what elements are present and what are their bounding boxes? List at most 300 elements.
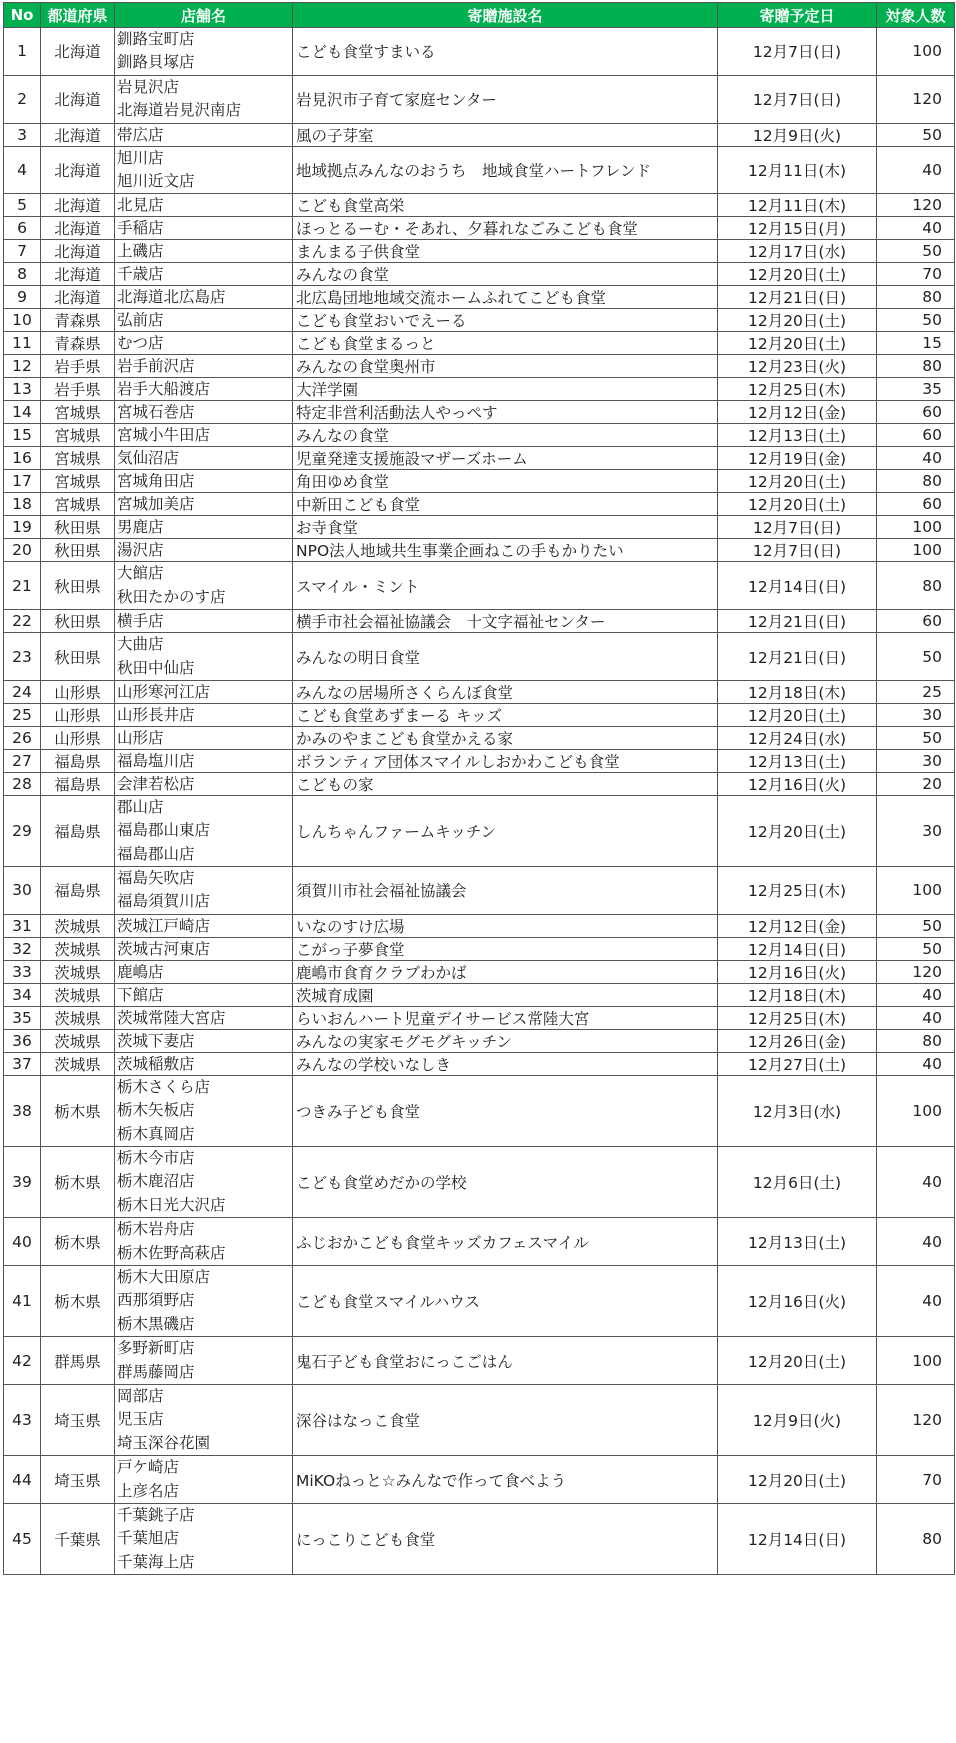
cell-no: 11 — [4, 332, 41, 355]
store-name: 秋田たかのす店 — [117, 587, 226, 606]
cell-facility-name: みんなの居場所さくらんぼ食堂 — [293, 680, 718, 703]
cell-prefecture: 秋田県 — [41, 539, 115, 562]
cell-no: 19 — [4, 516, 41, 539]
cell-store-name — [115, 749, 293, 772]
cell-facility-name: 横手市社会福祉協議会 十文字福祉センター — [293, 610, 718, 633]
cell-target-count: 15 — [877, 332, 955, 355]
table-body — [4, 28, 955, 1575]
cell-no: 25 — [4, 703, 41, 726]
cell-store-name — [115, 914, 293, 937]
table-row — [4, 401, 955, 424]
cell-prefecture: 茨城県 — [41, 914, 115, 937]
table-row — [4, 378, 955, 401]
cell-prefecture: 北海道 — [41, 123, 115, 146]
store-name: 宮城石巻店 — [117, 403, 195, 422]
cell-store-name — [115, 470, 293, 493]
cell-prefecture: 福島県 — [41, 749, 115, 772]
cell-facility-name: 鹿嶋市食育クラブわかば — [293, 960, 718, 983]
cell-target-count: 30 — [877, 749, 955, 772]
table-row — [4, 1384, 955, 1455]
cell-store-name — [115, 217, 293, 240]
cell-facility-name: こどもの家 — [293, 772, 718, 795]
cell-prefecture: 宮城県 — [41, 493, 115, 516]
cell-prefecture: 栃木県 — [41, 1265, 115, 1336]
cell-target-count: 60 — [877, 401, 955, 424]
cell-store-name — [115, 1384, 293, 1455]
table-row — [4, 424, 955, 447]
cell-store-name — [115, 424, 293, 447]
cell-store-name — [115, 1075, 293, 1146]
store-name: 上彦名店 — [117, 1481, 180, 1500]
cell-prefecture: 青森県 — [41, 309, 115, 332]
table-row — [4, 355, 955, 378]
cell-facility-name: 茨城育成園 — [293, 983, 718, 1006]
cell-facility-name: しんちゃんファームキッチン — [293, 795, 718, 866]
cell-target-count: 70 — [877, 263, 955, 286]
cell-target-count: 80 — [877, 1029, 955, 1052]
cell-no: 15 — [4, 424, 41, 447]
cell-prefecture: 岩手県 — [41, 378, 115, 401]
cell-store-name — [115, 355, 293, 378]
cell-facility-name: こども食堂あずまーる キッズ — [293, 703, 718, 726]
cell-store-name — [115, 286, 293, 309]
store-name: 茨城常陸大宮店 — [117, 1008, 226, 1027]
cell-facility-name: ボランティア団体スマイルしおかわこども食堂 — [293, 749, 718, 772]
store-name: 福島矢吹店 — [117, 869, 195, 888]
cell-no: 1 — [4, 28, 41, 76]
cell-store-name — [115, 516, 293, 539]
cell-donation-date: 12月25日(木) — [718, 1006, 877, 1029]
cell-facility-name: こども食堂スマイルハウス — [293, 1265, 718, 1336]
store-name: 茨城下妻店 — [117, 1031, 195, 1050]
cell-prefecture: 宮城県 — [41, 447, 115, 470]
table-row — [4, 983, 955, 1006]
cell-store-name — [115, 332, 293, 355]
cell-donation-date: 12月12日(金) — [718, 914, 877, 937]
store-name: 千葉旭店 — [117, 1529, 180, 1548]
table-row — [4, 146, 955, 194]
store-name: 福島郡山東店 — [117, 821, 211, 840]
cell-target-count: 50 — [877, 240, 955, 263]
cell-no: 42 — [4, 1337, 41, 1385]
cell-donation-date: 12月9日(火) — [718, 1384, 877, 1455]
cell-prefecture: 千葉県 — [41, 1503, 115, 1574]
store-name: 埼玉深谷花園 — [117, 1433, 211, 1452]
cell-facility-name: 岩見沢市子育て家庭センター — [293, 75, 718, 123]
store-name: 岡部店 — [117, 1386, 164, 1405]
cell-donation-date: 12月7日(日) — [718, 28, 877, 76]
cell-prefecture: 北海道 — [41, 263, 115, 286]
store-name: 栃木佐野高萩店 — [117, 1243, 226, 1262]
store-name: 福島郡山店 — [117, 844, 195, 863]
cell-store-name — [115, 1218, 293, 1266]
cell-donation-date: 12月20日(土) — [718, 1337, 877, 1385]
table-row — [4, 1265, 955, 1336]
cell-target-count: 30 — [877, 703, 955, 726]
store-name: 茨城稲敷店 — [117, 1054, 195, 1073]
cell-prefecture: 北海道 — [41, 194, 115, 217]
store-name: 栃木今市店 — [117, 1149, 195, 1168]
cell-prefecture: 山形県 — [41, 680, 115, 703]
store-name: 釧路宝町店 — [117, 30, 195, 48]
cell-facility-name: 風の子芽室 — [293, 123, 718, 146]
cell-store-name — [115, 1052, 293, 1075]
cell-donation-date: 12月14日(日) — [718, 1503, 877, 1574]
cell-target-count: 40 — [877, 447, 955, 470]
cell-prefecture: 秋田県 — [41, 516, 115, 539]
table-row — [4, 493, 955, 516]
cell-prefecture: 北海道 — [41, 146, 115, 194]
table-row — [4, 1147, 955, 1218]
cell-target-count: 100 — [877, 28, 955, 76]
cell-no: 26 — [4, 726, 41, 749]
store-name: 福島塩川店 — [117, 751, 195, 770]
cell-donation-date: 12月12日(金) — [718, 401, 877, 424]
cell-store-name — [115, 772, 293, 795]
cell-facility-name: みんなの食堂 — [293, 424, 718, 447]
cell-target-count: 50 — [877, 726, 955, 749]
cell-no: 44 — [4, 1456, 41, 1504]
cell-no: 21 — [4, 562, 41, 610]
cell-donation-date: 12月13日(土) — [718, 749, 877, 772]
cell-store-name — [115, 447, 293, 470]
cell-target-count: 120 — [877, 1384, 955, 1455]
cell-donation-date: 12月3日(水) — [718, 1075, 877, 1146]
cell-no: 38 — [4, 1075, 41, 1146]
cell-facility-name: MiKOねっと☆みんなで作って食べよう — [293, 1456, 718, 1504]
cell-no: 9 — [4, 286, 41, 309]
store-name: 千葉海上店 — [117, 1552, 195, 1571]
cell-donation-date: 12月20日(土) — [718, 309, 877, 332]
store-name: 旭川近文店 — [117, 171, 195, 190]
store-name: 男鹿店 — [117, 518, 164, 537]
store-name: 横手店 — [117, 612, 164, 631]
cell-no: 43 — [4, 1384, 41, 1455]
cell-donation-date: 12月21日(日) — [718, 633, 877, 681]
store-name: 宮城角田店 — [117, 472, 195, 491]
store-name: 山形店 — [117, 728, 164, 747]
table-row — [4, 562, 955, 610]
cell-prefecture: 茨城県 — [41, 937, 115, 960]
cell-no: 37 — [4, 1052, 41, 1075]
cell-prefecture: 茨城県 — [41, 1052, 115, 1075]
table-row — [4, 1029, 955, 1052]
store-name: 北海道岩見沢南店 — [117, 101, 242, 120]
table-row — [4, 217, 955, 240]
store-name: 栃木真岡店 — [117, 1124, 195, 1143]
cell-target-count: 40 — [877, 1052, 955, 1075]
store-name: むつ店 — [117, 334, 164, 353]
store-name: 手稲店 — [117, 219, 164, 238]
cell-prefecture: 青森県 — [41, 332, 115, 355]
cell-no: 31 — [4, 914, 41, 937]
cell-donation-date: 12月14日(日) — [718, 937, 877, 960]
cell-no: 3 — [4, 123, 41, 146]
cell-facility-name: らいおんハート児童デイサービス常陸大宮 — [293, 1006, 718, 1029]
cell-target-count: 100 — [877, 1075, 955, 1146]
table-row — [4, 1218, 955, 1266]
cell-store-name — [115, 795, 293, 866]
cell-store-name — [115, 493, 293, 516]
cell-prefecture: 茨城県 — [41, 983, 115, 1006]
cell-no: 35 — [4, 1006, 41, 1029]
cell-no: 36 — [4, 1029, 41, 1052]
cell-store-name — [115, 703, 293, 726]
cell-no: 39 — [4, 1147, 41, 1218]
cell-target-count: 60 — [877, 493, 955, 516]
store-name: 山形寒河江店 — [117, 682, 211, 701]
cell-donation-date: 12月24日(水) — [718, 726, 877, 749]
cell-no: 14 — [4, 401, 41, 424]
cell-prefecture: 福島県 — [41, 795, 115, 866]
cell-target-count: 50 — [877, 309, 955, 332]
table-row — [4, 914, 955, 937]
table-row — [4, 194, 955, 217]
cell-target-count: 50 — [877, 123, 955, 146]
cell-facility-name: お寺食堂 — [293, 516, 718, 539]
store-name: 上磯店 — [117, 242, 164, 261]
cell-facility-name: かみのやまこども食堂かえる家 — [293, 726, 718, 749]
cell-no: 18 — [4, 493, 41, 516]
cell-facility-name: こども食堂高栄 — [293, 194, 718, 217]
cell-store-name — [115, 378, 293, 401]
cell-prefecture: 北海道 — [41, 75, 115, 123]
cell-facility-name: こがっ子夢食堂 — [293, 937, 718, 960]
table-row — [4, 470, 955, 493]
cell-target-count: 40 — [877, 1147, 955, 1218]
cell-store-name — [115, 562, 293, 610]
cell-prefecture: 栃木県 — [41, 1147, 115, 1218]
store-name: 栃木鹿沼店 — [117, 1172, 195, 1191]
cell-no: 6 — [4, 217, 41, 240]
cell-no: 27 — [4, 749, 41, 772]
table-row — [4, 75, 955, 123]
cell-target-count: 40 — [877, 1218, 955, 1266]
cell-no: 13 — [4, 378, 41, 401]
cell-prefecture: 宮城県 — [41, 470, 115, 493]
table-row — [4, 867, 955, 915]
table-row — [4, 772, 955, 795]
cell-target-count: 40 — [877, 1006, 955, 1029]
cell-prefecture: 埼玉県 — [41, 1384, 115, 1455]
cell-no: 20 — [4, 539, 41, 562]
cell-no: 17 — [4, 470, 41, 493]
cell-facility-name: NPO法人地域共生事業企画ねこの手もかりたい — [293, 539, 718, 562]
cell-no: 30 — [4, 867, 41, 915]
cell-no: 8 — [4, 263, 41, 286]
store-name: 千葉銚子店 — [117, 1505, 195, 1524]
cell-target-count: 50 — [877, 937, 955, 960]
cell-no: 41 — [4, 1265, 41, 1336]
cell-facility-name: つきみ子ども食堂 — [293, 1075, 718, 1146]
cell-facility-name: 角田ゆめ食堂 — [293, 470, 718, 493]
table-row — [4, 726, 955, 749]
cell-target-count: 20 — [877, 772, 955, 795]
cell-target-count: 40 — [877, 983, 955, 1006]
cell-donation-date: 12月20日(土) — [718, 493, 877, 516]
cell-facility-name: 鬼石子ども食堂おにっこごはん — [293, 1337, 718, 1385]
cell-facility-name: みんなの学校いなしき — [293, 1052, 718, 1075]
table-row — [4, 795, 955, 866]
cell-store-name — [115, 194, 293, 217]
store-name: 岩手大船渡店 — [117, 380, 211, 399]
table-row — [4, 1456, 955, 1504]
cell-no: 22 — [4, 610, 41, 633]
cell-prefecture: 茨城県 — [41, 1029, 115, 1052]
table-row — [4, 703, 955, 726]
cell-store-name — [115, 1503, 293, 1574]
cell-target-count: 40 — [877, 146, 955, 194]
table-row — [4, 28, 955, 76]
cell-facility-name: みんなの食堂奥州市 — [293, 355, 718, 378]
cell-facility-name: 須賀川市社会福祉協議会 — [293, 867, 718, 915]
cell-prefecture: 福島県 — [41, 772, 115, 795]
cell-no: 23 — [4, 633, 41, 681]
cell-store-name — [115, 1265, 293, 1336]
store-name: 茨城古河東店 — [117, 939, 211, 958]
store-name: 釧路貝塚店 — [117, 53, 195, 72]
cell-donation-date: 12月16日(火) — [718, 960, 877, 983]
cell-facility-name: 北広島団地地域交流ホームふれてこども食堂 — [293, 286, 718, 309]
table-row — [4, 263, 955, 286]
cell-store-name — [115, 680, 293, 703]
cell-facility-name: 中新田こども食堂 — [293, 493, 718, 516]
cell-donation-date: 12月13日(土) — [718, 424, 877, 447]
cell-donation-date: 12月20日(土) — [718, 470, 877, 493]
cell-no: 24 — [4, 680, 41, 703]
cell-prefecture: 埼玉県 — [41, 1456, 115, 1504]
store-name: 多野新町店 — [117, 1339, 195, 1358]
table-row — [4, 1075, 955, 1146]
cell-no: 4 — [4, 146, 41, 194]
cell-store-name — [115, 726, 293, 749]
cell-store-name — [115, 539, 293, 562]
store-name: 栃木矢板店 — [117, 1101, 195, 1120]
cell-target-count: 80 — [877, 355, 955, 378]
cell-target-count: 60 — [877, 610, 955, 633]
cell-target-count: 70 — [877, 1456, 955, 1504]
cell-facility-name: いなのすけ広場 — [293, 914, 718, 937]
store-name: 帯広店 — [117, 125, 164, 144]
cell-prefecture: 北海道 — [41, 240, 115, 263]
cell-no: 10 — [4, 309, 41, 332]
cell-facility-name: まんまる子供食堂 — [293, 240, 718, 263]
cell-target-count: 80 — [877, 470, 955, 493]
cell-facility-name: 深谷はなっこ食堂 — [293, 1384, 718, 1455]
header-prefecture: 都道府県 — [41, 3, 115, 28]
cell-facility-name: こども食堂すまいる — [293, 28, 718, 76]
cell-prefecture: 岩手県 — [41, 355, 115, 378]
cell-target-count: 50 — [877, 633, 955, 681]
table-row — [4, 240, 955, 263]
store-name: 戸ケ崎店 — [117, 1458, 180, 1477]
store-name: 岩手前沢店 — [117, 357, 195, 376]
store-name: 千歳店 — [117, 265, 164, 284]
cell-store-name — [115, 633, 293, 681]
cell-no: 45 — [4, 1503, 41, 1574]
cell-facility-name: 大洋学園 — [293, 378, 718, 401]
cell-store-name — [115, 1456, 293, 1504]
cell-no: 32 — [4, 937, 41, 960]
cell-store-name — [115, 146, 293, 194]
cell-target-count: 120 — [877, 75, 955, 123]
header-no: No — [4, 3, 41, 28]
cell-facility-name: 児童発達支援施設マザーズホーム — [293, 447, 718, 470]
cell-facility-name: 地域拠点みんなのおうち 地域食堂ハートフレンド — [293, 146, 718, 194]
cell-donation-date: 12月7日(日) — [718, 516, 877, 539]
cell-no: 16 — [4, 447, 41, 470]
cell-store-name — [115, 309, 293, 332]
cell-donation-date: 12月27日(土) — [718, 1052, 877, 1075]
store-name: 茨城江戸崎店 — [117, 916, 211, 935]
table-row — [4, 937, 955, 960]
cell-prefecture: 秋田県 — [41, 562, 115, 610]
table-row — [4, 1337, 955, 1385]
store-name: 群馬藤岡店 — [117, 1362, 195, 1381]
store-name: 岩見沢店 — [117, 77, 180, 96]
cell-target-count: 100 — [877, 1337, 955, 1385]
cell-donation-date: 12月15日(月) — [718, 217, 877, 240]
table-row — [4, 1503, 955, 1574]
table-row — [4, 680, 955, 703]
cell-no: 34 — [4, 983, 41, 1006]
cell-target-count: 100 — [877, 867, 955, 915]
cell-donation-date: 12月7日(日) — [718, 539, 877, 562]
cell-prefecture: 秋田県 — [41, 610, 115, 633]
cell-facility-name: みんなの明日食堂 — [293, 633, 718, 681]
cell-facility-name: にっこりこども食堂 — [293, 1503, 718, 1574]
cell-store-name — [115, 75, 293, 123]
cell-prefecture: 北海道 — [41, 28, 115, 76]
cell-donation-date: 12月9日(火) — [718, 123, 877, 146]
cell-donation-date: 12月20日(土) — [718, 795, 877, 866]
cell-store-name — [115, 1029, 293, 1052]
cell-donation-date: 12月6日(土) — [718, 1147, 877, 1218]
table-row — [4, 123, 955, 146]
cell-donation-date: 12月20日(土) — [718, 1456, 877, 1504]
table-row — [4, 516, 955, 539]
header-store-name: 店舗名 — [115, 3, 293, 28]
cell-no: 29 — [4, 795, 41, 866]
cell-donation-date: 12月20日(土) — [718, 703, 877, 726]
cell-no: 28 — [4, 772, 41, 795]
store-name: 児玉店 — [117, 1410, 164, 1429]
cell-donation-date: 12月17日(水) — [718, 240, 877, 263]
cell-no: 33 — [4, 960, 41, 983]
store-name: 北海道北広島店 — [117, 288, 226, 307]
table-row — [4, 539, 955, 562]
table-row — [4, 1052, 955, 1075]
cell-donation-date: 12月16日(火) — [718, 1265, 877, 1336]
cell-target-count: 100 — [877, 516, 955, 539]
header-facility-name: 寄贈施設名 — [293, 3, 718, 28]
cell-target-count: 35 — [877, 378, 955, 401]
cell-donation-date: 12月14日(日) — [718, 562, 877, 610]
store-name: 栃木岩舟店 — [117, 1220, 195, 1239]
cell-store-name — [115, 401, 293, 424]
cell-prefecture: 北海道 — [41, 286, 115, 309]
cell-facility-name: こども食堂おいでえーる — [293, 309, 718, 332]
cell-target-count: 40 — [877, 217, 955, 240]
cell-prefecture: 秋田県 — [41, 633, 115, 681]
table-row — [4, 749, 955, 772]
cell-target-count: 100 — [877, 539, 955, 562]
store-name: 湯沢店 — [117, 541, 164, 560]
cell-no: 7 — [4, 240, 41, 263]
cell-prefecture: 茨城県 — [41, 1006, 115, 1029]
table-row — [4, 1006, 955, 1029]
cell-facility-name: ふじおかこども食堂キッズカフェスマイル — [293, 1218, 718, 1266]
